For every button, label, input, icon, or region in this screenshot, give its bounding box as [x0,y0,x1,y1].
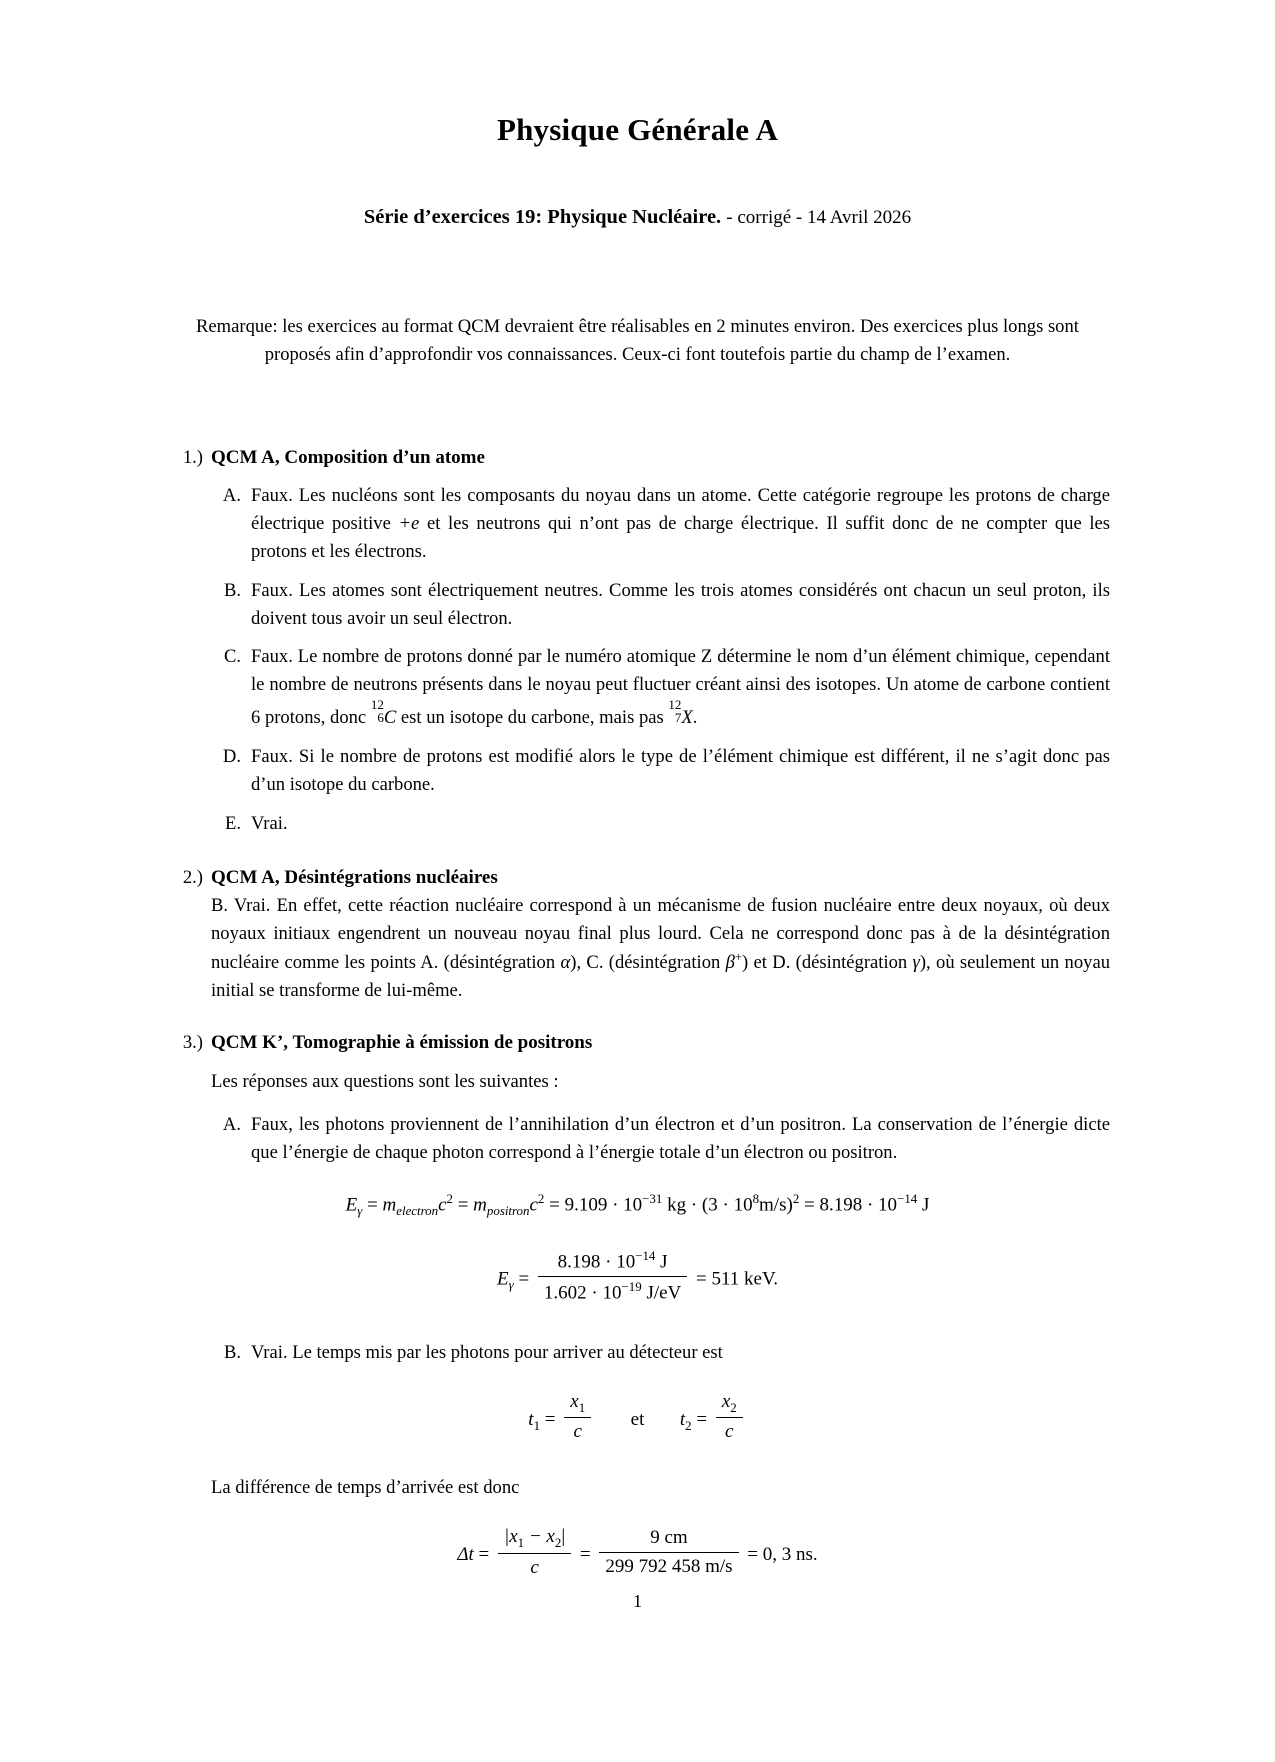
document-page [0,112,1275,1762]
eq1-c1-exponent: 2 [446,1191,453,1207]
atomic-number: 6 [377,710,384,726]
eq3-numerator-2 [716,1390,743,1419]
answer-label: A. [222,485,241,506]
eq2-denominator [538,1277,687,1306]
eq1-m2-subscript: positron [486,1203,530,1219]
eq3-numerator-1 [564,1390,591,1419]
equation-photon-energy [165,1189,1110,1221]
eq4-result: 0, 3 ns. [762,1543,818,1565]
answer-item [165,1339,1110,1367]
eq1-equals-1: = [367,1194,383,1216]
eq2-den-value: 1.602 [543,1282,587,1304]
exercise-2-heading [165,864,1110,893]
eq1-dot-2: · ( [686,1194,709,1216]
subtitle-main: Série d’exercices 19: Physique Nucléaire. [363,206,722,228]
eq3-x2: x [721,1390,731,1412]
answer-label: B. [223,1341,241,1363]
body-text-1: B. Vrai. En effet, cette réaction nucléaire correspond à un mécanisme de fusion nucléaire entre deux noyaux, où deux noyaux initiaux engendrent un nouveau noyau final plus lourd. Cela ne correspond donc pas à de la désintégration nucléaire comme les points A. (désintégration [211,895,1110,974]
symbol-alpha: α [560,952,571,974]
exercise-2-number: 2.) [182,866,203,888]
answer-text-end: . [692,707,698,729]
eq4-numerator-1 [498,1525,571,1554]
mass-number: 12 [370,696,384,712]
subtitle-suffix: - corrigé - 14 Avril 2026 [726,207,912,228]
answer-item [165,743,1110,799]
eq4-x1-subscript: 1 [517,1534,525,1550]
eq3-x1-subscript: 1 [578,1399,586,1415]
eq4-denominator-1: c [530,1556,539,1578]
eq1-result-unit: J [922,1194,930,1216]
exercise-2 [165,864,1110,1005]
mass-number: 12 [668,696,682,712]
eq4-x2-subscript: 2 [554,1534,562,1550]
eq4-equals-1: = [478,1543,494,1565]
eq2-num-dot: · 10 [600,1251,636,1273]
eq4-fraction-2 [599,1526,738,1579]
answer-text: Faux. Si le nombre de protons est modifié alors le type de l’élément chimique est différent, il ne s’agit donc pas d’un isotope du carbone. [251,746,1110,796]
time-difference-text: La différence de temps d’arrivée est donc [211,1476,520,1498]
eq1-m1-subscript: electron [396,1203,439,1219]
eq2-fraction [538,1248,687,1306]
answer-label: A. [222,1114,241,1136]
answer-label: B. [223,579,241,601]
inline-math-charge: +e [398,512,420,534]
answer-text: Vrai. [251,812,288,834]
answer-text-cont: est un isotope du carbone, mais pas [396,707,669,729]
eq2-num-value: 8.198 [557,1251,601,1273]
eq3-t1-subscript: 1 [533,1417,541,1433]
eq2-equals-2: = [696,1268,712,1290]
eq1-m1: m [382,1194,397,1216]
equation-time-difference [165,1525,1110,1583]
eq2-result: 511 keV. [711,1268,778,1290]
answer-text-cont: et les neutrons qui n’ont pas de charge électrique. Il suffit donc de ne compter que les protons et les électrons. [251,512,1111,562]
answer-text: Faux. Les nucléons sont les composants du noyau dans un atome. Cette catégorie regroupe les protons de charge électrique positive [251,485,1110,534]
atomic-number: 7 [674,710,682,726]
symbol-beta: β [725,952,735,974]
eq1-mass-value: 9.109 [564,1194,608,1216]
body-text-2: ), C. (désintégration [570,952,726,974]
answer-text: Faux, les photons proviennent de l’annihilation d’un électron et d’un positron. La conservation de l’énergie dicte que l’énergie de chaque photon correspond à l’énergie totale d’un électron ou positron. [251,1114,1110,1164]
page-number: 1 [632,1591,643,1611]
exercise-1-title: QCM A, Composition d’un atome [211,446,485,468]
eq1-E: E [345,1194,358,1216]
eq2-den-unit: J/eV [646,1282,682,1304]
exercise-3-title: QCM K’, Tomographie à émission de positrons [211,1032,593,1054]
equation-travel-times [165,1390,1110,1448]
exercise-3-intro: Les réponses aux questions sont les suivantes : [211,1070,559,1092]
eq3-x2-subscript: 2 [730,1399,737,1415]
eq4-fraction-1 [498,1525,571,1580]
eq1-equals-2: = [457,1194,474,1216]
eq1-dot-3: · 10 [717,1194,753,1216]
eq3-x1: x [570,1390,579,1412]
answer-text: Faux. Les atomes sont électriquement neutres. Comme les trois atomes considérés ont chacun un seul proton, ils doivent tous avoir un seul électron. [251,579,1110,629]
eq1-result-value: 8.198 [819,1194,863,1216]
exercise-3-heading [165,1029,1110,1058]
body-text-4: ), où seulement un noyau initial se transforme de lui-même. [211,952,1110,1002]
symbol-beta-superscript: + [734,950,743,965]
exercise-1-answers [165,482,1110,838]
answer-text: Vrai. Le temps mis par les photons pour arriver au détecteur est [251,1341,723,1363]
answer-text: Faux. Le nombre de protons donné par le numéro atomique Z détermine le nom d’un élément chimique, cependant le nombre de neutrons présents dans le noyau peut fluctuer créant ainsi des isotopes. Un atome de carbone contient 6 protons, donc [251,646,1110,729]
element-symbol: C [383,707,397,729]
eq4-denominator-2: 299 792 458 m/s [605,1555,733,1577]
eq2-numerator [538,1248,687,1277]
answer-label: D. [222,746,241,768]
eq3-t2-subscript: 2 [685,1417,692,1433]
nuclide-notation-x [668,698,681,724]
eq1-m2: m [473,1194,487,1216]
answer-item [165,643,1110,732]
eq4-equals-3: = [747,1543,763,1565]
eq3-conjunction: et [630,1408,645,1430]
page-title: Physique Générale A [496,112,779,147]
eq2-E: E [497,1268,509,1290]
exercise-2-title: QCM A, Désintégrations nucléaires [211,866,498,888]
eq1-equals-4: = [804,1194,820,1216]
eq1-c2-exponent: 2 [537,1191,545,1207]
answer-item [165,577,1110,633]
answer-item [165,810,1110,838]
eq1-dot-4: · 10 [862,1194,898,1216]
eq4-equals-2: = [579,1543,596,1565]
eq2-den-dot: · 10 [586,1282,622,1304]
eq1-c1: c [438,1194,447,1216]
eq2-E-subscript: γ [508,1276,514,1292]
eq2-den-exponent: −19 [621,1278,642,1294]
eq3-fraction-1 [564,1390,591,1445]
exercise-1 [165,444,1110,838]
eq1-dot-1: · 10 [607,1194,643,1216]
eq1-c-exponent: 8 [752,1191,760,1207]
eq3-fraction-2 [716,1390,743,1445]
eq4-minus-x2: − x [524,1525,555,1547]
eq4-x1: |x [503,1525,518,1547]
answer-item [165,1111,1110,1167]
eq1-result-exponent: −14 [897,1191,918,1207]
eq2-equals-1: = [518,1268,534,1290]
eq1-c-unit: m/s [759,1194,787,1216]
answer-item [165,482,1110,566]
eq3-t2: t [679,1408,686,1430]
eq1-E-subscript: γ [357,1203,363,1219]
eq1-mass-unit: kg [667,1194,687,1216]
exercise-3 [165,1029,1110,1583]
eq1-mass-exponent: −31 [642,1191,663,1207]
eq3-equals-1: = [544,1408,561,1430]
body-text-3: ) et D. (désintégration [742,952,913,974]
exercise-1-number: 1.) [182,446,203,468]
exercise-list [165,444,1110,1584]
exercise-1-heading [165,444,1110,473]
exercise-3-number: 3.) [182,1032,203,1054]
eq3-t1: t [528,1408,534,1430]
eq1-equals-3: = [549,1194,565,1216]
eq1-c-value: 3 [708,1194,718,1216]
nuclide-notation-carbon [371,698,384,724]
answer-label: C. [223,646,241,668]
answer-label: E. [224,812,241,834]
eq2-num-unit: J [660,1251,668,1273]
eq4-abs-close: | [561,1525,566,1547]
eq3-denominator-2: c [725,1421,734,1443]
element-symbol: X [681,707,693,729]
exercise-2-body [165,892,1110,1005]
eq1-paren-exponent: 2 [792,1191,800,1207]
eq4-numerator-2: 9 cm [599,1526,738,1553]
equation-photon-energy-kev [165,1247,1110,1309]
eq1-paren: ) [786,1194,793,1216]
eq1-c2: c [529,1194,538,1216]
eq2-num-exponent: −14 [635,1247,656,1263]
eq4-delta-t: Δt [457,1543,474,1565]
symbol-gamma: γ [912,952,920,974]
eq3-denominator-1: c [573,1421,582,1443]
eq3-equals-2: = [696,1408,712,1430]
remark-paragraph: Remarque: les exercices au format QCM devraient être réalisables en 2 minutes environ. Des exercices plus longs sont proposés afin d’approfondir vos connaissances. Ceux-ci font toutefois partie du champ de l’examen. [196,316,1079,366]
document-subtitle [0,206,1275,229]
